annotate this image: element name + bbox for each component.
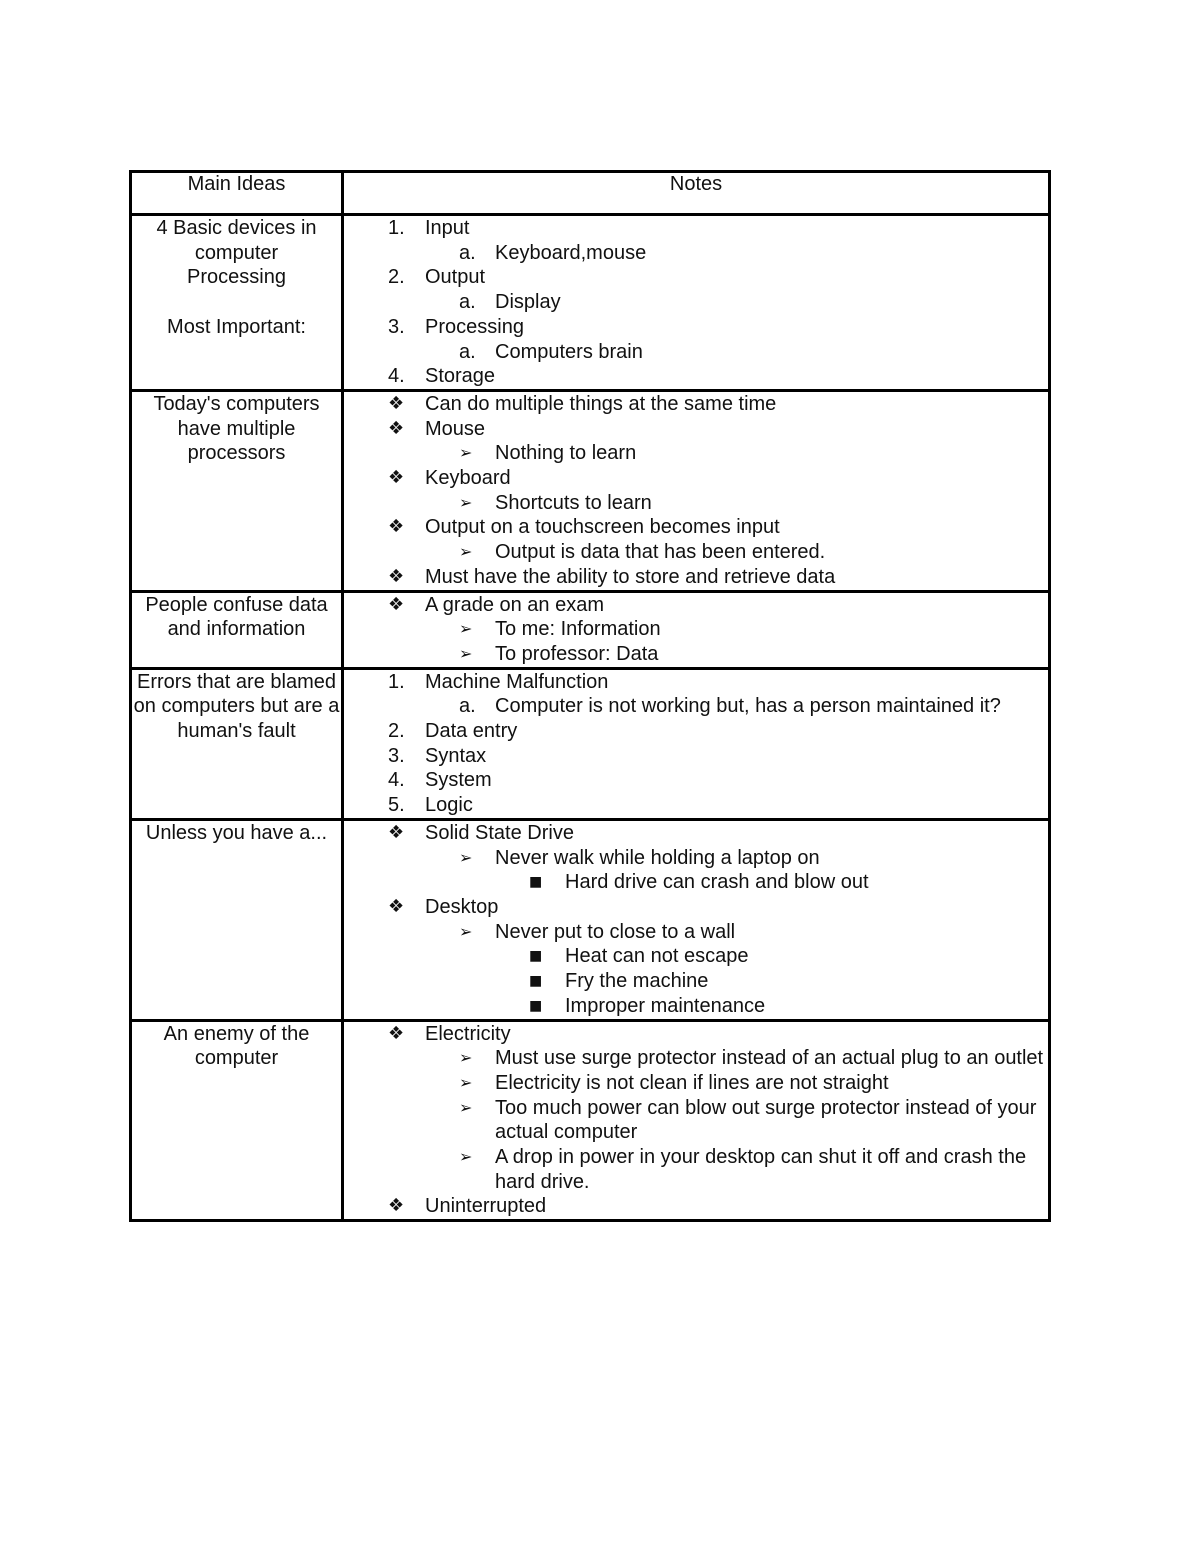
note-item bbox=[344, 821, 1048, 846]
main-ideas-header: Main Ideas bbox=[131, 172, 343, 215]
note-text: Uninterrupted bbox=[425, 1195, 547, 1218]
notes-cell bbox=[343, 1020, 1050, 1221]
note-item bbox=[344, 1145, 1048, 1194]
list-number: 1. bbox=[388, 670, 405, 693]
note-item bbox=[344, 364, 1048, 389]
note-text: Improper maintenance bbox=[565, 994, 766, 1017]
note-item bbox=[344, 315, 1048, 340]
main-idea-text: Unless you have a... bbox=[145, 821, 328, 844]
list-number: 2. bbox=[388, 720, 405, 743]
note-item bbox=[344, 466, 1048, 491]
note-text: System bbox=[425, 769, 492, 792]
note-item bbox=[344, 969, 1048, 994]
diamond-bullet-icon: ❖ bbox=[388, 417, 405, 439]
square-bullet-icon: ■ bbox=[529, 948, 543, 965]
note-item bbox=[344, 1096, 1048, 1145]
note-item bbox=[344, 290, 1048, 315]
arrow-bullet-icon: ➢ bbox=[459, 643, 473, 663]
diamond-bullet-icon: ❖ bbox=[388, 821, 405, 843]
notes-cell bbox=[343, 591, 1050, 668]
list-number: a. bbox=[459, 241, 476, 264]
note-text: Output bbox=[425, 266, 486, 289]
note-item bbox=[344, 241, 1048, 266]
note-text: Output on a touchscreen becomes input bbox=[425, 516, 780, 539]
arrow-bullet-icon: ➢ bbox=[459, 1072, 473, 1092]
notes-cell bbox=[343, 390, 1050, 591]
note-text: Storage bbox=[425, 365, 496, 388]
note-text: Solid State Drive bbox=[425, 821, 574, 844]
diamond-bullet-icon: ❖ bbox=[388, 516, 405, 538]
arrow-bullet-icon: ➢ bbox=[459, 1097, 473, 1117]
note-text: Electricity bbox=[425, 1022, 511, 1045]
main-idea-cell bbox=[131, 1020, 343, 1221]
note-text: Fry the machine bbox=[565, 970, 709, 993]
note-item bbox=[344, 441, 1048, 466]
note-text: Computer is not working but, has a person maintained it? bbox=[495, 695, 1001, 718]
list-number: 2. bbox=[388, 266, 405, 289]
note-text: Heat can not escape bbox=[565, 945, 749, 968]
list-number: a. bbox=[459, 340, 476, 363]
diamond-bullet-icon: ❖ bbox=[388, 593, 405, 615]
note-text: Computers brain bbox=[495, 340, 643, 363]
main-idea-cell bbox=[131, 215, 343, 391]
list-number: 3. bbox=[388, 315, 405, 338]
diamond-bullet-icon: ❖ bbox=[388, 467, 405, 489]
note-item bbox=[344, 642, 1048, 667]
main-idea-text: Errors that are blamed on computers but are a human's fault bbox=[133, 670, 340, 743]
list-number: 5. bbox=[388, 794, 405, 817]
note-text: Syntax bbox=[425, 744, 487, 767]
note-text: Keyboard bbox=[425, 467, 511, 490]
spacer bbox=[132, 290, 341, 315]
note-text: To me: Information bbox=[495, 618, 661, 641]
main-idea-cell bbox=[131, 390, 343, 591]
note-text: Keyboard,mouse bbox=[495, 241, 647, 264]
note-text: Never put to close to a wall bbox=[495, 920, 736, 943]
main-idea-text: An enemy of the computer bbox=[163, 1022, 310, 1070]
note-item bbox=[344, 1022, 1048, 1047]
arrow-bullet-icon: ➢ bbox=[459, 847, 473, 867]
note-item bbox=[344, 540, 1048, 565]
note-text: Nothing to learn bbox=[495, 442, 637, 465]
note-text: Must use surge protector instead of an actual plug to an outlet bbox=[495, 1047, 1044, 1070]
arrow-bullet-icon: ➢ bbox=[459, 619, 473, 639]
note-item bbox=[344, 265, 1048, 290]
cornell-notes-table bbox=[129, 170, 1051, 1222]
main-idea-text: People confuse data and information bbox=[145, 593, 328, 641]
note-item bbox=[344, 1046, 1048, 1071]
list-number: a. bbox=[459, 291, 476, 314]
note-item bbox=[344, 846, 1048, 871]
note-text: Can do multiple things at the same time bbox=[425, 392, 777, 415]
square-bullet-icon: ■ bbox=[529, 874, 543, 891]
note-item bbox=[344, 768, 1048, 793]
main-idea-cell bbox=[131, 668, 343, 819]
table-row bbox=[131, 668, 1050, 819]
note-text: Output is data that has been entered. bbox=[495, 541, 826, 564]
arrow-bullet-icon: ➢ bbox=[459, 492, 473, 512]
note-item bbox=[344, 744, 1048, 769]
main-idea-cell bbox=[131, 591, 343, 668]
table-row bbox=[131, 1020, 1050, 1221]
note-text: Never walk while holding a laptop on bbox=[495, 846, 820, 869]
table-row bbox=[131, 819, 1050, 1020]
notes-cell bbox=[343, 668, 1050, 819]
note-item bbox=[344, 593, 1048, 618]
list-number: 4. bbox=[388, 769, 405, 792]
note-item bbox=[344, 565, 1048, 590]
notes-header: Notes bbox=[343, 172, 1050, 215]
main-idea-text: Processing bbox=[187, 266, 286, 289]
note-item bbox=[344, 694, 1048, 719]
note-item bbox=[344, 617, 1048, 642]
note-item bbox=[344, 920, 1048, 945]
note-item bbox=[344, 417, 1048, 442]
arrow-bullet-icon: ➢ bbox=[459, 443, 473, 463]
note-item bbox=[344, 1194, 1048, 1219]
list-number: 3. bbox=[388, 744, 405, 767]
arrow-bullet-icon: ➢ bbox=[459, 542, 473, 562]
note-item bbox=[344, 1071, 1048, 1096]
note-text: Shortcuts to learn bbox=[495, 491, 652, 514]
note-item bbox=[344, 670, 1048, 695]
arrow-bullet-icon: ➢ bbox=[459, 1147, 473, 1167]
note-text: Hard drive can crash and blow out bbox=[565, 871, 869, 894]
note-item bbox=[344, 719, 1048, 744]
diamond-bullet-icon: ❖ bbox=[388, 895, 405, 917]
header-row bbox=[131, 172, 1050, 215]
diamond-bullet-icon: ❖ bbox=[388, 392, 405, 414]
note-item bbox=[344, 895, 1048, 920]
note-text: Logic bbox=[425, 794, 473, 817]
notes-cell bbox=[343, 819, 1050, 1020]
diamond-bullet-icon: ❖ bbox=[388, 565, 405, 587]
note-text: Electricity is not clean if lines are not straight bbox=[495, 1071, 889, 1094]
note-item bbox=[344, 491, 1048, 516]
note-text: Data entry bbox=[425, 720, 518, 743]
note-item bbox=[344, 994, 1048, 1019]
note-text: Desktop bbox=[425, 895, 499, 918]
note-text: Must have the ability to store and retrieve data bbox=[425, 565, 836, 588]
note-item bbox=[344, 216, 1048, 241]
notes-cell bbox=[343, 215, 1050, 391]
note-text: A grade on an exam bbox=[425, 593, 605, 616]
list-number: a. bbox=[459, 695, 476, 718]
list-number: 1. bbox=[388, 217, 405, 239]
arrow-bullet-icon: ➢ bbox=[459, 921, 473, 941]
note-item bbox=[344, 515, 1048, 540]
note-text: Too much power can blow out surge protector instead of your actual computer bbox=[495, 1096, 1037, 1144]
note-text: To professor: Data bbox=[495, 642, 659, 665]
note-item bbox=[344, 340, 1048, 365]
note-item bbox=[344, 793, 1048, 818]
table-row bbox=[131, 215, 1050, 391]
main-idea-cell bbox=[131, 819, 343, 1020]
main-idea-text: Today's computers have multiple processors bbox=[153, 392, 320, 465]
note-text: Machine Malfunction bbox=[425, 670, 609, 693]
note-item bbox=[344, 392, 1048, 417]
note-item bbox=[344, 944, 1048, 969]
main-idea-text: 4 Basic devices in computer bbox=[156, 217, 317, 264]
arrow-bullet-icon: ➢ bbox=[459, 1048, 473, 1068]
note-text: A drop in power in your desktop can shut it off and crash the hard drive. bbox=[495, 1146, 1027, 1193]
main-idea-text: Most Important: bbox=[167, 315, 306, 338]
note-text: Input bbox=[425, 217, 470, 239]
note-text: Processing bbox=[425, 315, 524, 338]
diamond-bullet-icon: ❖ bbox=[388, 1195, 405, 1217]
note-text: Mouse bbox=[425, 417, 486, 440]
note-text: Display bbox=[495, 291, 561, 314]
square-bullet-icon: ■ bbox=[529, 973, 543, 990]
diamond-bullet-icon: ❖ bbox=[388, 1022, 405, 1044]
table-row bbox=[131, 591, 1050, 668]
list-number: 4. bbox=[388, 365, 405, 388]
note-item bbox=[344, 870, 1048, 895]
table-row bbox=[131, 390, 1050, 591]
square-bullet-icon: ■ bbox=[529, 997, 543, 1014]
